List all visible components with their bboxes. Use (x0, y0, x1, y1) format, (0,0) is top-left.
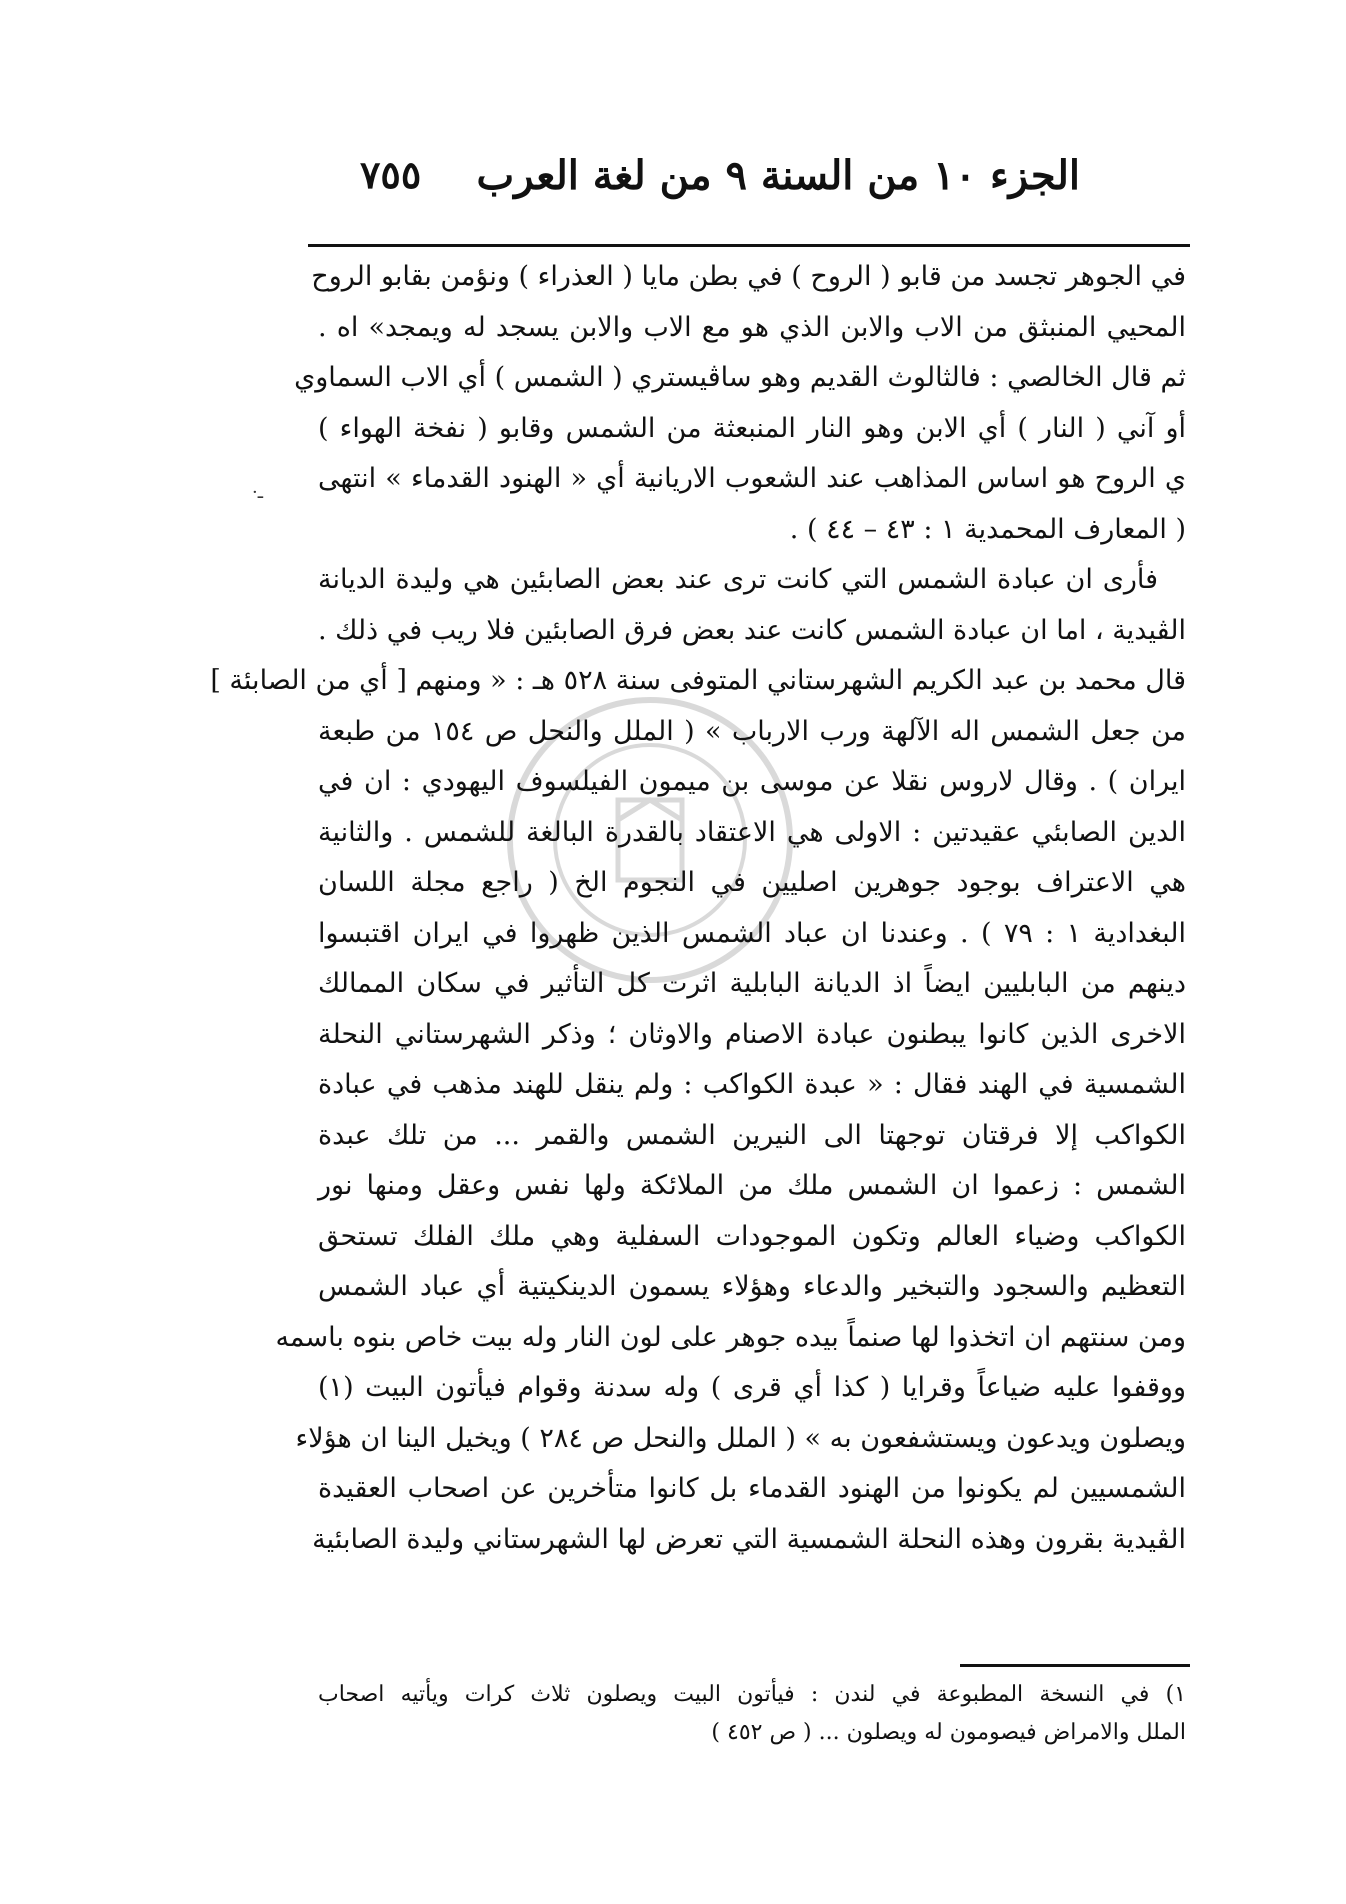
text-line: الشمس : زعموا ان الشمس ملك من الملائكة ولها نفس وعقل ومنها نور (318, 1170, 1186, 1201)
header-title: الجزء ١٠ من السنة ٩ من لغة العرب (476, 152, 1080, 199)
text-line: ايران ) . وقال لاروس نقلا عن موسى بن ميمون الفيلسوف اليهودي : ان في (318, 766, 1186, 797)
text-line: الشمسيين لم يكونوا من الهنود القدماء بل كانوا متأخرين عن اصحاب العقيدة (318, 1473, 1186, 1504)
text-line: قال محمد بن عبد الكريم الشهرستاني المتوفى سنة ٥٢٨ هـ : « ومنهم [ أي من الصابئة ] (210, 665, 1186, 696)
text-line: من جعل الشمس اله الآلهة ورب الارباب » ( الملل والنحل ص ١٥٤ من طبعة (318, 715, 1186, 747)
text-line: الدين الصابئي عقيدتين : الاولى هي الاعتقاد بالقدرة البالغة للشمس . والثانية (318, 816, 1186, 848)
text-line: ي الروح هو اساس المذاهب عند الشعوب الاريانية أي « الهنود القدماء » انتهى (318, 463, 1186, 494)
text-line: هي الاعتراف بوجود جوهرين اصليين في النجوم الخ ( راجع مجلة اللسان (318, 867, 1186, 898)
text-line: ثم قال الخالصي : فالثالوث القديم وهو ساڤيستري ( الشمس ) أي الاب السماوي (294, 362, 1186, 393)
page-number: ٧٥٥ (360, 152, 422, 197)
text-line: في الجوهر تجسد من قابو ( الروح ) في بطن مايا ( العذراء ) ونؤمن بقابو الروح (311, 261, 1186, 292)
text-line: الاخرى الذين كانوا يبطنون عبادة الاصنام والاوثان ؛ وذكر الشهرستاني النحلة (318, 1018, 1186, 1050)
text-line: الڤيدية ، اما ان عبادة الشمس كانت عند بعض فرق الصابئين فلا ريب في ذلك . (318, 614, 1186, 646)
text-line: الڤيدية بقرون وهذه النحلة الشمسية التي تعرض لها الشهرستاني وليدة الصابئية (312, 1523, 1186, 1555)
text-line: فأرى ان عبادة الشمس التي كانت ترى عند بعض الصابئين هي وليدة الديانة (318, 564, 1158, 595)
text-line: البغدادية ١ : ٧٩ ) . وعندنا ان عباد الشمس الذين ظهروا في ايران اقتبسوا (318, 917, 1187, 949)
margin-mark: ·ـ (252, 482, 264, 503)
text-line: ويصلون ويدعون ويستشفعون به » ( الملل والنحل ص ٢٨٤ ) ويخيل الينا ان هؤلاء (295, 1422, 1186, 1454)
text-line: ومن سنتهم ان اتخذوا لها صنماً بيده جوهر على لون النار وله بيت خاص بنوه باسمه (275, 1321, 1186, 1353)
text-line: دينهم من البابليين ايضاً اذ الديانة البابلية اثرت كل التأثير في سكان الممالك (318, 968, 1186, 999)
text-line: أو آني ( النار ) أي الابن وهو النار المنبعثة من الشمس وقابو ( نفخة الهواء ) (318, 412, 1186, 444)
footnotes (318, 1676, 1186, 1752)
text-line: التعظيم والسجود والتبخير والدعاء وهؤلاء يسمون الدينكيتية أي عباد الشمس (318, 1271, 1186, 1302)
main-text (210, 252, 1187, 1565)
running-header (300, 148, 1080, 208)
footnote-line: ١) في النسخة المطبوعة في لندن : فيأتون البيت ويصلون ثلاث كرات ويأتيه اصحاب (318, 1682, 1186, 1707)
text-line: ووقفوا عليه ضياعاً وقرايا ( كذا أي قرى ) وله سدنة وقوام فيأتون البيت (١) (318, 1372, 1186, 1403)
header-divider (308, 244, 1190, 247)
text-line: الشمسية في الهند فقال : « عبدة الكواكب : ولم ينقل للهند مذهب في عبادة (318, 1069, 1186, 1100)
footnote-line: الملل والامراض فيصومون له ويصلون ... ( ص ٤٥٢ ) (711, 1720, 1186, 1745)
text-line: الكواكب إلا فرقتان توجهتا الى النيرين الشمس والقمر ... من تلك عبدة (318, 1119, 1186, 1151)
text-line: الكواكب وضياء العالم وتكون الموجودات السفلية وهي ملك الفلك تستحق (318, 1220, 1186, 1252)
footnote-divider (960, 1664, 1190, 1667)
text-line: المحيي المنبثق من الاب والابن الذي هو مع الاب والابن يسجد له ويمجد» اه . (318, 311, 1186, 343)
text-line: ( المعارف المحمدية ١ : ٤٣ – ٤٤ ) . (789, 513, 1186, 545)
